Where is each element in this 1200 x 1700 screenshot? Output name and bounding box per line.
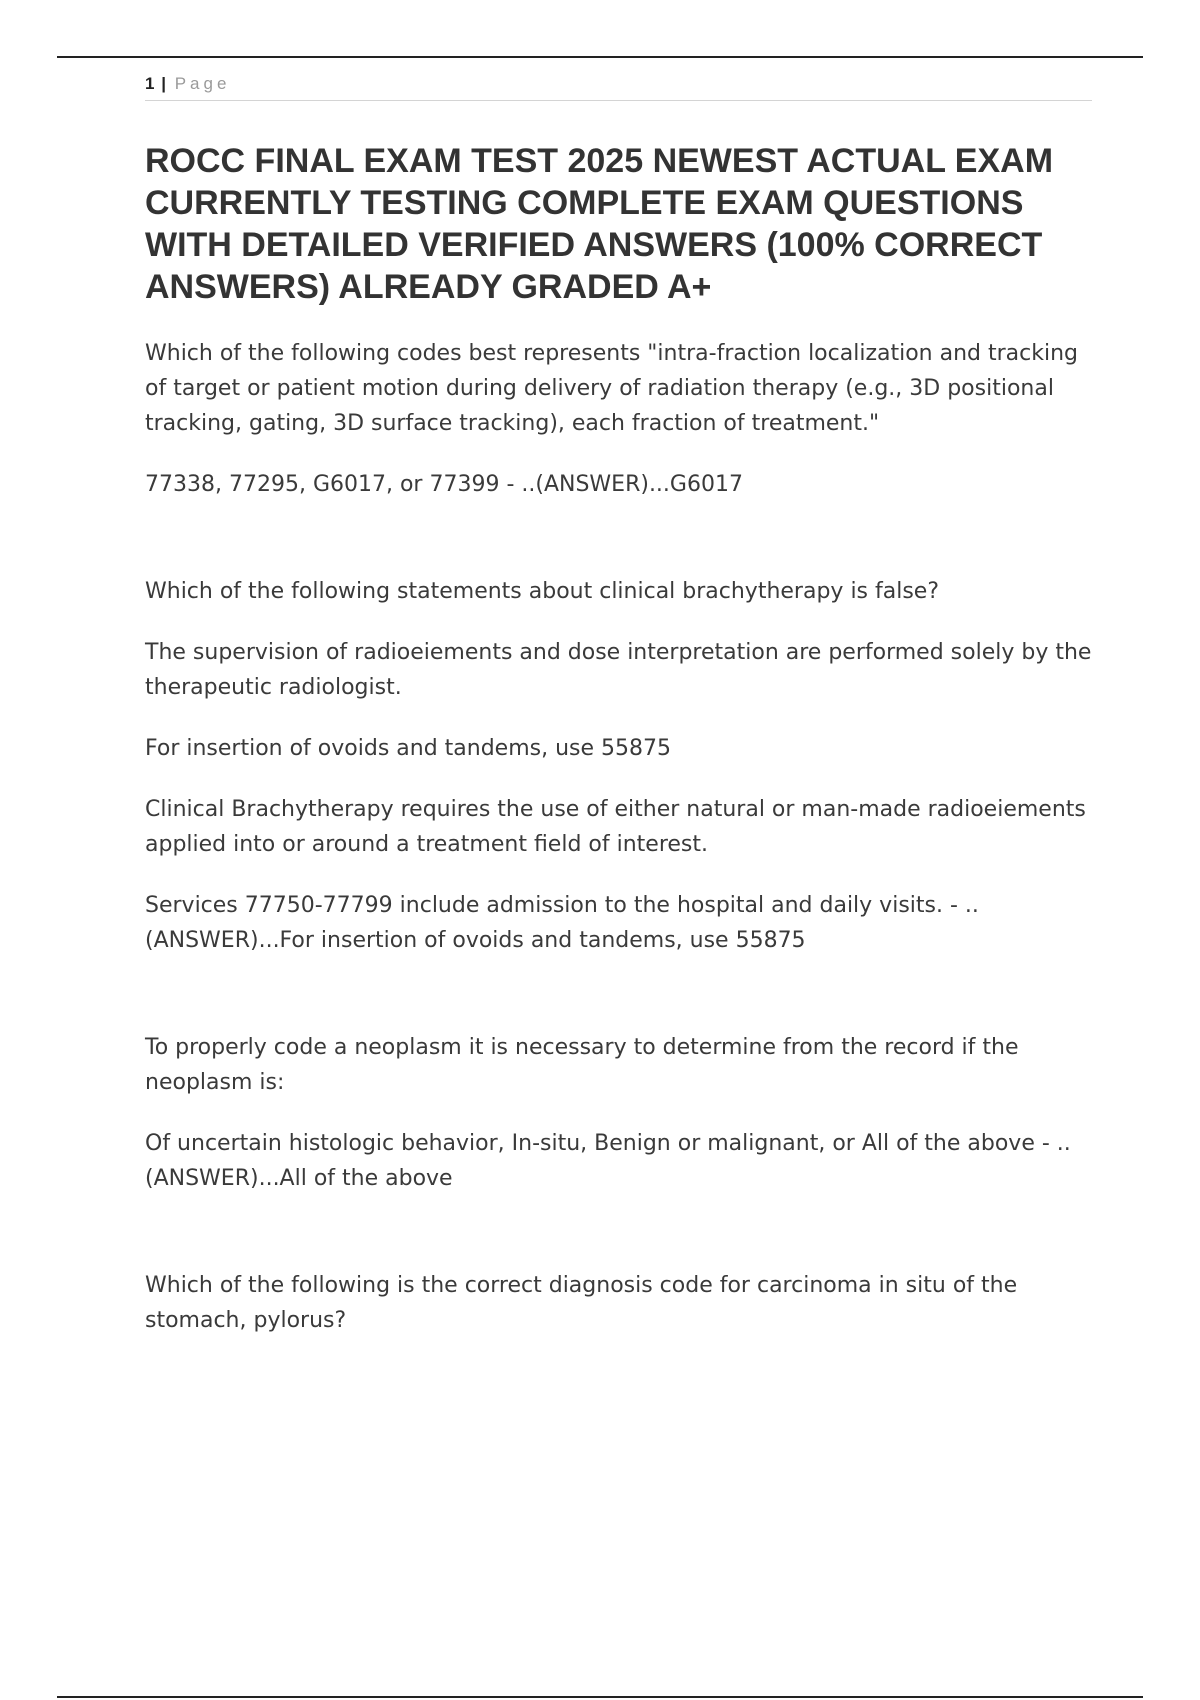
page-separator: |: [161, 74, 166, 93]
question-text: Which of the following is the correct diagnosis code for carcinoma in situ of the stomach, pylorus?: [145, 1273, 1018, 1333]
qa-block: [145, 336, 1095, 502]
document-title: ROCC FINAL EXAM TEST 2025 NEWEST ACTUAL EXAM CURRENTLY TESTING COMPLETE EXAM QUESTIONS WITH DETAILED VERIFIED ANSWERS (100% CORRECT ANSWERS) ALREADY GRADED A+: [145, 142, 1054, 306]
qa-block: [145, 1268, 1095, 1338]
option-text: The supervision of radioeiements and dose interpretation are performed solely by the therapeutic radiologist.: [145, 640, 1092, 700]
answer-text: 77338, 77295, G6017, or 77399 - ..(ANSWER)...G6017: [145, 472, 743, 497]
page-number: 1: [145, 74, 155, 93]
question-text: Which of the following codes best represents "intra-fraction localization and tracking of target or patient motion during delivery of radiation therapy (e.g., 3D positional tracking, gating, 3D surface tracking), each fraction of treatment.": [145, 341, 1079, 436]
answer-text: Of uncertain histologic behavior, In-situ, Benign or malignant, or All of the above - ..(ANSWER)...All of the above: [145, 1131, 1071, 1191]
question-text: To properly code a neoplasm it is necessary to determine from the record if the neoplasm is:: [145, 1035, 1019, 1095]
bottom-page-rule: [57, 1696, 1143, 1698]
answer-text: Services 77750-77799 include admission to the hospital and daily visits. - ..(ANSWER)...For insertion of ovoids and tandems, use 55875: [145, 893, 979, 953]
option-text: Clinical Brachytherapy requires the use of either natural or man-made radioeiements applied into or around a treatment field of interest.: [145, 797, 1086, 857]
document-body: [145, 140, 1095, 1410]
qa-block: [145, 574, 1095, 958]
top-page-rule: [57, 56, 1143, 58]
question-text: Which of the following statements about clinical brachytherapy is false?: [145, 579, 940, 604]
qa-block: [145, 1030, 1095, 1196]
option-text: For insertion of ovoids and tandems, use 55875: [145, 736, 672, 761]
page-label: Page: [174, 74, 231, 93]
page-header: [145, 72, 1092, 101]
